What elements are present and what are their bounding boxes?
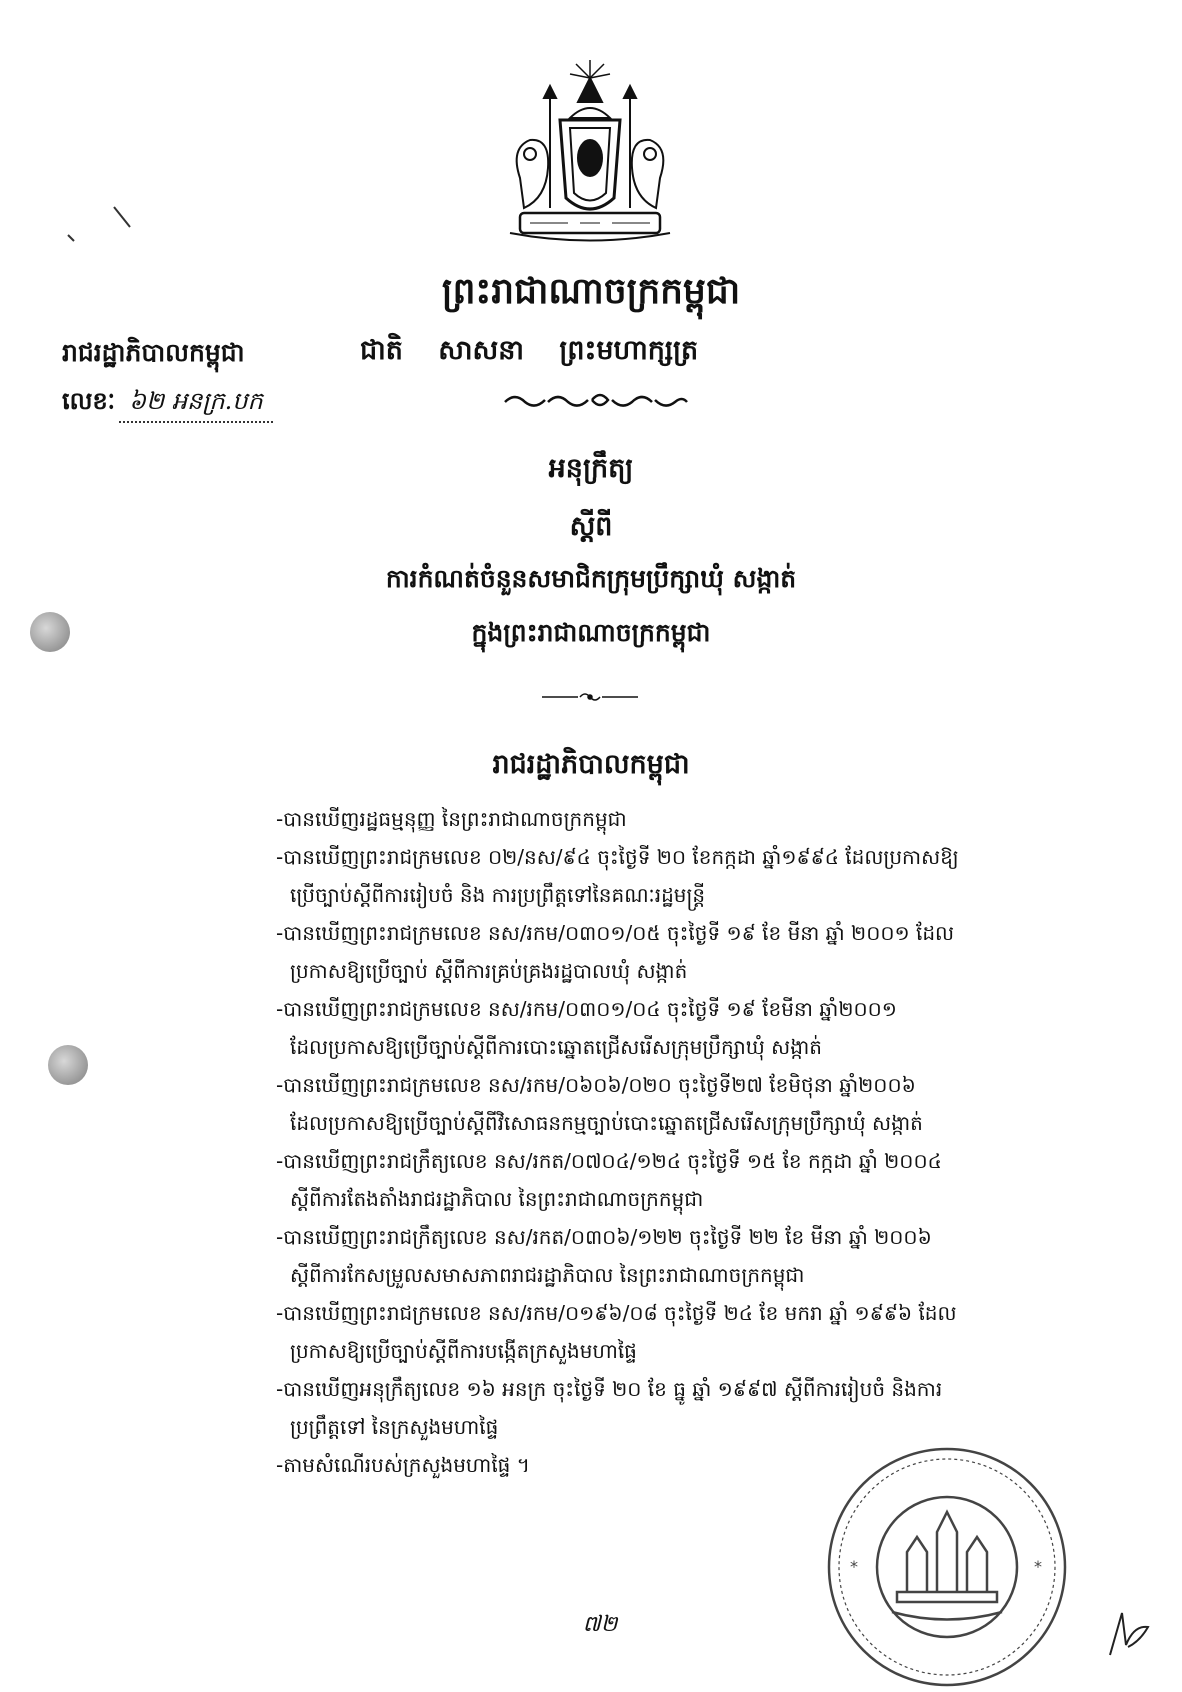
clause-continuation: ប្រព្រឹត្តទៅ នៃក្រសួងមហាផ្ទៃ xyxy=(290,1415,499,1439)
clause-text: -បានឃើញអនុក្រឹត្យលេខ ១៦ អនក្រ ចុះថ្ងៃទី ២០ ខែ ធ្នូ ឆ្នាំ ១៩៩៧ ស្តីពីការរៀបចំ និងការ xyxy=(276,1377,943,1401)
clause-text: -បានឃើញព្រះរាជក្រមលេខ ០២/នស/៩៤ ចុះថ្ងៃទី ២០ ខែកក្កដា ឆ្នាំ១៩៩៤ ដែលប្រកាសឱ្យ xyxy=(276,845,959,869)
clause-continuation: ប្រកាសឱ្យប្រើច្បាប់ ស្តីពីការគ្រប់គ្រងរដ្ឋបាលឃុំ សង្កាត់ xyxy=(290,959,688,983)
issuing-authority: រាជរដ្ឋាភិបាលកម្ពុជា xyxy=(62,338,245,367)
clause-text: -បានឃើញរដ្ឋធម្មនុញ្ញ នៃព្រះរាជាណាចក្រកម្ពុជា xyxy=(276,807,627,831)
svg-text:*: * xyxy=(850,1557,858,1576)
document-subject-scope: ក្នុងព្រះរាជាណាចក្រកម្ពុជា xyxy=(471,618,711,647)
clause-text: -បានឃើញព្រះរាជក្រមលេខ នស/រកម/០៣០១/០៤ ចុះថ្ងៃទី ១៩ ខែមីនា ឆ្នាំ២០០១ xyxy=(276,997,897,1021)
document-type: អនុក្រឹត្យ xyxy=(548,453,634,484)
signature-mark-icon xyxy=(1100,1605,1160,1660)
svg-text:*: * xyxy=(1034,1557,1042,1576)
preamble-clauses xyxy=(276,800,1076,1484)
clause-text: -បានឃើញព្រះរាជក្រឹត្យលេខ នស/រកត/០៧០៤/១២៤ ចុះថ្ងៃទី ១៥ ខែ កក្កដា ឆ្នាំ ២០០៤ xyxy=(276,1149,942,1173)
kingdom-name: ព្រះរាជាណាចក្រកម្ពុជា xyxy=(441,270,741,312)
preamble-clause xyxy=(276,838,1076,914)
preamble-clause xyxy=(276,1066,1076,1142)
punch-hole xyxy=(48,1045,88,1085)
motto-ornament-icon xyxy=(500,388,690,412)
preamble-clause xyxy=(276,914,1076,990)
punch-hole xyxy=(30,612,70,652)
margin-marks-icon xyxy=(64,205,144,255)
title-preposition: ស្តីពី xyxy=(569,511,613,542)
clause-text: -បានឃើញព្រះរាជក្រឹត្យលេខ នស/រកត/០៣០៦/១២២ ចុះថ្ងៃទី ២២ ខែ មីនា ឆ្នាំ ២០០៦ xyxy=(276,1225,932,1249)
preamble-clause xyxy=(276,1142,1076,1218)
page-number: ៧២ xyxy=(582,1612,618,1637)
clause-text: -តាមសំណើរបស់ក្រសួងមហាផ្ទៃ ។ xyxy=(276,1453,530,1477)
preamble-clause xyxy=(276,990,1076,1066)
royal-coat-of-arms-icon xyxy=(490,58,690,248)
clause-continuation: ដែលប្រកាសឱ្យប្រើច្បាប់ស្តីពីការបោះឆ្នោតជ្រើសរើសក្រុមប្រឹក្សាឃុំ សង្កាត់ xyxy=(290,1035,822,1059)
national-motto: ជាតិ សាសនា ព្រះមហាក្សត្រ xyxy=(360,335,699,366)
clause-continuation: ស្តីពីការតែងតាំងរាជរដ្ឋាភិបាល នៃព្រះរាជាណាចក្រកម្ពុជា xyxy=(290,1187,704,1211)
document-subject: ការកំណត់ចំនួនសមាជិកក្រុមប្រឹក្សាឃុំ សង្កាត់ xyxy=(385,564,797,593)
preamble-clause xyxy=(276,1370,1076,1446)
reference-value: ៦២ អនក្រ.បក xyxy=(119,386,273,423)
divider-ornament-icon xyxy=(540,690,640,704)
preamble-clause xyxy=(276,1218,1076,1294)
clause-text: -បានឃើញព្រះរាជក្រមលេខ នស/រកម/០១៩៦/០៨ ចុះថ្ងៃទី ២៤ ខែ មករា ឆ្នាំ ១៩៩៦ ដែល xyxy=(276,1301,957,1325)
clause-continuation: ប្រើច្បាប់ស្តីពីការរៀបចំ និង ការប្រព្រឹត្តទៅនៃគណៈរដ្ឋមន្ត្រី xyxy=(290,883,706,907)
clause-text: -បានឃើញព្រះរាជក្រមលេខ នស/រកម/០៦០៦/០២០ ចុះថ្ងៃទី២៧ ខែមិថុនា ឆ្នាំ២០០៦ xyxy=(276,1073,916,1097)
preamble-clause xyxy=(276,800,1076,838)
official-seal-icon xyxy=(822,1442,1072,1692)
government-heading: រាជរដ្ឋាភិបាលកម្ពុជា xyxy=(492,749,690,780)
clause-continuation: ដែលប្រកាសឱ្យប្រើច្បាប់ស្តីពីវិសោធនកម្មច្បាប់បោះឆ្នោតជ្រើសរើសក្រុមប្រឹក្សាឃុំ សង្កាត់ xyxy=(290,1111,923,1135)
clause-continuation: ស្តីពីការកែសម្រួលសមាសភាពរាជរដ្ឋាភិបាល នៃព្រះរាជាណាចក្រកម្ពុជា xyxy=(290,1263,805,1287)
clause-continuation: ប្រកាសឱ្យប្រើច្បាប់ស្តីពីការបង្កើតក្រសួងមហាផ្ទៃ xyxy=(290,1339,637,1363)
clause-text: -បានឃើញព្រះរាជក្រមលេខ នស/រកម/០៣០១/០៥ ចុះថ្ងៃទី ១៩ ខែ មីនា ឆ្នាំ ២០០១ ដែល xyxy=(276,921,955,945)
preamble-clause xyxy=(276,1294,1076,1370)
reference-number xyxy=(62,386,462,423)
reference-label: លេខៈ xyxy=(62,386,116,415)
